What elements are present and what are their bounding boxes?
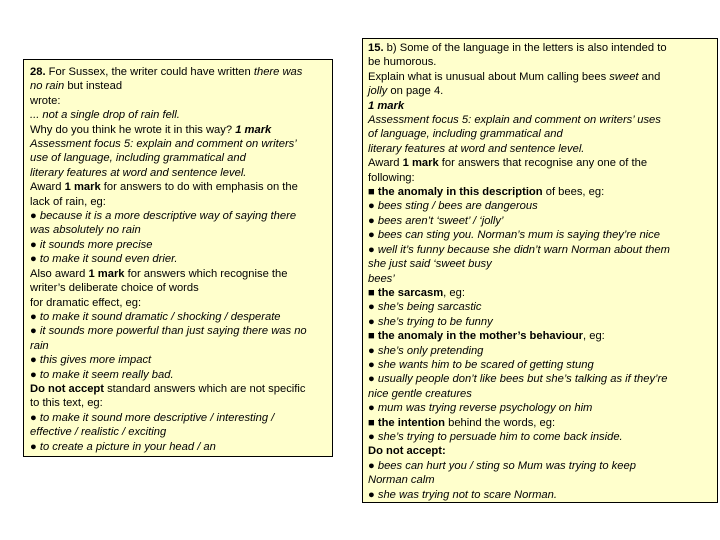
- question-line: [30, 79, 326, 93]
- why-text: Why do you think he wrote it in this way?: [30, 123, 236, 136]
- award-line: following:: [368, 171, 415, 184]
- award-text: for answers which recognise the: [124, 267, 288, 280]
- section-text: , eg:: [583, 330, 605, 343]
- bullet-line: she just said ‘sweet busy: [368, 258, 492, 271]
- do-not-accept-label: Do not accept:: [368, 445, 446, 458]
- award-text: Award: [30, 181, 65, 194]
- bullet-line: ● she wants him to be scared of getting stung: [368, 358, 594, 371]
- do-not-accept-text: standard answers which are not specific: [103, 382, 306, 395]
- section-label: ■ the anomaly in this description: [368, 186, 543, 199]
- bullet-line: ● because it is a more descriptive way of saying there: [30, 210, 297, 223]
- answer-box-question-28: [23, 59, 333, 457]
- section-label: ■ the anomaly in the mother’s behaviour: [368, 330, 584, 343]
- section-heading: [368, 286, 712, 300]
- bullet-line: ● she’s trying to be funny: [368, 315, 493, 328]
- assessment-focus-line: of language, including grammatical and: [368, 128, 563, 141]
- award-line: [30, 267, 326, 281]
- explain-text: Explain what is unusual about Mum calling bees: [368, 70, 610, 83]
- bullet-line: ● mum was trying reverse psychology on him: [368, 402, 593, 415]
- assessment-focus-line: literary features at word and sentence level.: [368, 142, 585, 155]
- section-heading: [368, 185, 712, 199]
- assessment-focus-line: Assessment focus 5: explain and comment on writers’ uses: [368, 114, 661, 127]
- why-line: [30, 123, 326, 137]
- award-text: Also award: [30, 267, 89, 280]
- bullet-line: rain: [30, 339, 49, 352]
- explain-italic: sweet: [609, 70, 639, 83]
- bullet-line: Norman calm: [368, 474, 435, 487]
- award-text: for answers that recognise any one of the: [438, 157, 648, 170]
- section-heading: [368, 329, 712, 343]
- explain-line: [368, 70, 712, 84]
- do-not-accept-line: to this text, eg:: [30, 397, 103, 410]
- award-line: [30, 180, 326, 194]
- answer-box-question-15b: [362, 38, 718, 503]
- mark-label: 1 mark: [368, 99, 405, 112]
- bullet-line: ● she’s being sarcastic: [368, 301, 482, 314]
- bullet-line: ● it sounds more precise: [30, 238, 153, 251]
- explain-line: [368, 84, 712, 98]
- bullet-line: ● usually people don’t like bees but she’s talking as if they’re: [368, 373, 668, 386]
- bullet-line: bees’: [368, 272, 395, 285]
- question-line: [368, 41, 712, 55]
- award-text: Award: [368, 157, 403, 170]
- question-italic: no rain: [30, 80, 65, 93]
- mark-label: 1 mark: [235, 123, 272, 136]
- bullet-line: ● she’s trying to persuade him to come back inside.: [368, 430, 623, 443]
- section-label: ■ the sarcasm: [368, 286, 444, 299]
- bullet-line: ● it sounds more powerful than just saying there was no: [30, 325, 307, 338]
- section-label: ■ the intention: [368, 416, 445, 429]
- bullet-line: ● bees aren’t ‘sweet’ / ‘jolly’: [368, 214, 504, 227]
- question-line: be humorous.: [368, 56, 437, 69]
- bullet-line: ● bees can hurt you / sting so Mum was trying to keep: [368, 459, 636, 472]
- question-text: but instead: [64, 80, 123, 93]
- bullet-line: ● bees can sting you. Norman’s mum is saying they’re nice: [368, 229, 660, 242]
- question-italic: there was: [253, 66, 303, 78]
- bullet-line: ● this gives more impact: [30, 354, 152, 367]
- section-text: behind the words, eg:: [444, 416, 556, 429]
- section-text: , eg:: [443, 286, 465, 299]
- bullet-line: ● well it’s funny because she didn’t warn Norman about them: [368, 243, 670, 256]
- do-not-accept-label: Do not accept: [30, 382, 104, 395]
- mark-label: 1 mark: [64, 181, 101, 194]
- explain-text: and: [638, 70, 661, 83]
- bullet-line: ● to make it sound even drier.: [30, 253, 178, 266]
- award-line: lack of rain, eg:: [30, 195, 106, 208]
- award-line: for dramatic effect, eg:: [30, 296, 142, 309]
- explain-text: on page 4.: [387, 85, 444, 98]
- question-text: For Sussex, the writer could have written: [45, 66, 254, 78]
- bullet-line: was absolutely no rain: [30, 224, 141, 237]
- bullet-line: ● she was trying not to scare Norman.: [368, 488, 557, 501]
- bullet-line: nice gentle creatures: [368, 387, 472, 400]
- mark-label: 1 mark: [402, 157, 439, 170]
- section-heading: [368, 416, 712, 430]
- section-text: of bees, eg:: [542, 186, 605, 199]
- bullet-line: ● to make it sound dramatic / shocking / desperate: [30, 310, 281, 323]
- bullet-line: ● to make it sound more descriptive / interesting /: [30, 411, 275, 424]
- bullet-line: ● she’s only pretending: [368, 344, 484, 357]
- explain-italic: jolly: [368, 85, 388, 98]
- assessment-focus-line: Assessment focus 5: explain and comment on writers’: [30, 138, 297, 151]
- bullet-line: effective / realistic / exciting: [30, 426, 167, 439]
- do-not-accept-line: [30, 382, 326, 396]
- text-line: wrote:: [30, 94, 61, 107]
- question-number: 28.: [30, 66, 46, 78]
- question-number: 15.: [368, 42, 384, 54]
- bullet-line: ● bees sting / bees are dangerous: [368, 200, 538, 213]
- quote-line: ... not a single drop of rain fell.: [30, 109, 180, 122]
- assessment-focus-line: use of language, including grammatical and: [30, 152, 246, 165]
- question-text: b) Some of the language in the letters is also intended to: [383, 42, 667, 54]
- question-line: [30, 65, 326, 79]
- bullet-line: ● to create a picture in your head / an: [30, 440, 216, 453]
- award-line: [368, 156, 712, 170]
- award-text: for answers to do with emphasis on the: [100, 181, 298, 194]
- bullet-line: ● to make it seem really bad.: [30, 368, 174, 381]
- mark-label: 1 mark: [88, 267, 125, 280]
- award-line: writer’s deliberate choice of words: [30, 282, 199, 295]
- assessment-focus-line: literary features at word and sentence level.: [30, 166, 247, 179]
